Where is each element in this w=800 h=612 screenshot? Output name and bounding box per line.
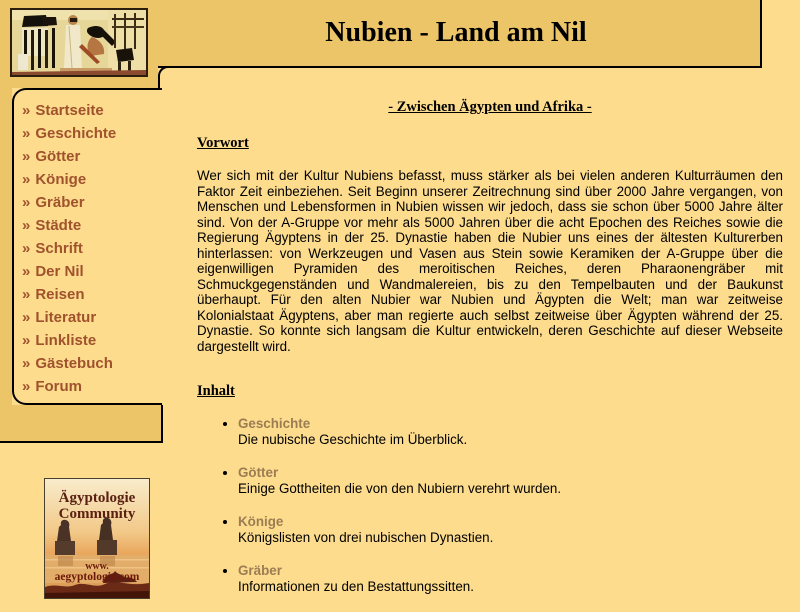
sunset-colossi-graphic xyxy=(45,479,149,598)
chevron-bullet-icon: » xyxy=(22,102,31,119)
list-item xyxy=(238,416,783,448)
chevron-bullet-icon: » xyxy=(22,125,31,142)
content-link-desc: Einige Gottheiten die von den Nubiern verehrt wurden. xyxy=(238,481,562,496)
content-link-goetter[interactable]: Götter xyxy=(238,465,279,480)
inhalt-heading: Inhalt xyxy=(197,383,235,399)
sidebar-item-gaestebuch[interactable] xyxy=(22,352,162,375)
sidebar-item-label: Städte xyxy=(35,217,82,234)
sidebar-item-graeber[interactable] xyxy=(22,191,162,214)
sidebar-item-label: Reisen xyxy=(35,286,85,303)
vorwort-heading: Vorwort xyxy=(197,135,249,151)
chevron-bullet-icon: » xyxy=(22,378,31,395)
sidebar-item-literatur[interactable] xyxy=(22,306,162,329)
sidebar-item-staedte[interactable] xyxy=(22,214,162,237)
frame-corner-step xyxy=(158,66,172,88)
content-heading: - Zwischen Ägypten und Afrika - xyxy=(388,99,592,115)
sidebar-item-label: Der Nil xyxy=(35,263,84,280)
egyptian-painting-image xyxy=(10,8,148,77)
content-link-desc: Informationen zu den Bestattungssitten. xyxy=(238,579,474,594)
egyptian-painting-graphic xyxy=(12,10,146,75)
content-link-graeber[interactable]: Gräber xyxy=(238,563,282,578)
list-item xyxy=(238,514,783,546)
content-link-desc: Königslisten von drei nubischen Dynastien. xyxy=(238,530,494,545)
list-item xyxy=(238,563,783,595)
page-title: Nubien - Land am Nil xyxy=(325,17,587,48)
sidebar-item-label: Geschichte xyxy=(35,125,117,142)
sidebar-item-label: Literatur xyxy=(35,309,97,326)
chevron-bullet-icon: » xyxy=(22,194,31,211)
sidebar-item-label: Schrift xyxy=(35,240,83,257)
sidebar-item-reisen[interactable] xyxy=(22,283,162,306)
chevron-bullet-icon: » xyxy=(22,332,31,349)
sidebar-item-linkliste[interactable] xyxy=(22,329,162,352)
content-link-geschichte[interactable]: Geschichte xyxy=(238,416,311,431)
sidebar-item-forum[interactable] xyxy=(22,375,162,398)
sidebar-item-label: Forum xyxy=(35,378,83,395)
sidebar-item-label: Könige xyxy=(35,171,87,188)
sidebar-item-label: Linkliste xyxy=(35,332,97,349)
sidebar-item-label: Startseite xyxy=(35,102,104,119)
chevron-bullet-icon: » xyxy=(22,240,31,257)
sidebar-nav xyxy=(12,88,162,405)
sidebar-item-schrift[interactable] xyxy=(22,237,162,260)
content-link-desc: Die nubische Geschichte im Überblick. xyxy=(238,432,468,447)
sidebar-item-der-nil[interactable] xyxy=(22,260,162,283)
chevron-bullet-icon: » xyxy=(22,286,31,303)
sidebar-item-koenige[interactable] xyxy=(22,168,162,191)
sidebar-item-geschichte[interactable] xyxy=(22,122,162,145)
main-content xyxy=(197,95,783,612)
chevron-bullet-icon: » xyxy=(22,148,31,165)
frame-left-bottom xyxy=(0,405,163,443)
sidebar-item-goetter[interactable] xyxy=(22,145,162,168)
chevron-bullet-icon: » xyxy=(22,171,31,188)
nav-list xyxy=(14,90,162,398)
chevron-bullet-icon: » xyxy=(22,355,31,372)
chevron-bullet-icon: » xyxy=(22,309,31,326)
sidebar-item-label: Götter xyxy=(35,148,81,165)
logo-line1: Ägyptologie xyxy=(58,490,136,506)
aegyptologie-community-banner[interactable] xyxy=(44,478,150,599)
sidebar-item-label: Gästebuch xyxy=(35,355,113,372)
logo-line4: aegyptologie.com xyxy=(54,571,140,583)
sidebar-item-startseite[interactable] xyxy=(22,99,162,122)
sidebar-item-label: Gräber xyxy=(35,194,85,211)
vorwort-paragraph: Wer sich mit der Kultur Nubiens befasst, muss stärker als bei vielen anderen Kulturräumen den Faktor Zeit einbeziehen. Seit Beginn unserer Zeitrechnung sind über 2000 Jahre vergangen, von Menschen und Lebensformen in Nubien wissen wir jedoch, dass sie schon über 5000 Jahre älter sind. Von der A-Gruppe vor mehr als 5000 Jahren über die acht Epochen des Reiches sowie die Regierung Ägyptens in der 25. Dynastie haben die Nubier uns eines der ältesten Kulturerben hinterlassen: von Werkzeugen und Vasen aus Stein sowie Keramiken der A-Gruppe über die eigenwilligen Pyramiden des meroitischen Reiches, deren Pharaonengräber mit Schmuckgegenständen und Wandmalereien, bis zu den Tempelbauten und der Baukunst überhaupt. Für den alten Nubier war Nubien und Ägypten die Welt; man war zeitweise Kolonialstaat Ägyptens, aber man regierte auch selbst zeitweise über Ägypten während der 25. Dynastie. So konnte sich langsam die Kultur entwickeln, deren Geschichte auf dieser Webseite dargestellt wird. xyxy=(197,168,783,354)
content-link-koenige[interactable]: Könige xyxy=(238,514,284,529)
chevron-bullet-icon: » xyxy=(22,217,31,234)
logo-line3: www. xyxy=(85,561,109,572)
list-item xyxy=(238,465,783,497)
chevron-bullet-icon: » xyxy=(22,263,31,280)
inhalt-list xyxy=(197,416,783,595)
logo-line2: Community xyxy=(58,506,136,522)
